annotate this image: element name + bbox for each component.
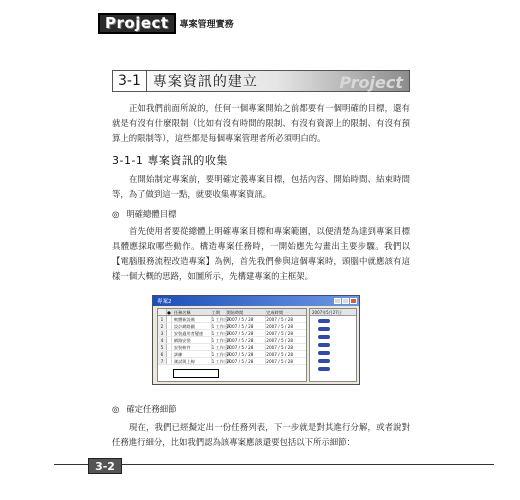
gantt-bar [318, 351, 330, 355]
project-logo: Project [98, 13, 176, 34]
gantt-bar [318, 343, 330, 347]
bullet-overall-goal [112, 208, 177, 220]
bullet-circle-icon: ◎ [112, 404, 120, 414]
table-row: 1 軟體新設備 1 工作日? 2007 / 5 / 28 2007 / 5 / 28 [158, 316, 306, 323]
minimize-icon [334, 298, 341, 304]
screenshot-title: 專案2 [157, 299, 172, 305]
page-number: 3-2 [88, 458, 122, 474]
project-screenshot [152, 295, 360, 385]
table-row: 5 安裝軟件 1 工作日? 2007 / 5 / 28 2007 / 5 / 28 [158, 344, 306, 351]
section-heading [112, 70, 410, 92]
info-icon: ● [167, 310, 171, 315]
paragraph-detail: 現在，我們已經擬定出一份任務列表，下一步就是對其進行分解，或者說對任務進行細分，比如我們認為該專案應該還要包括以下所示細節： [112, 422, 410, 447]
task-table [157, 308, 307, 382]
table-row: 6 訓練 1 工作日? 2007 / 5 / 28 2007 / 5 / 28 [158, 351, 306, 358]
table-row: 3 安裝適用者變速 1 工作日? 2007 / 5 / 28 2007 / 5 / 28 [158, 330, 306, 337]
running-header [98, 12, 234, 34]
table-header: ● 任務名稱 工期 開始時間 完成時間 [158, 309, 306, 316]
gantt-bar [318, 319, 330, 323]
gantt-bar [318, 367, 330, 371]
close-icon [350, 298, 357, 304]
gantt-date-header: 2007年5月27日 [310, 309, 356, 316]
maximize-icon [342, 298, 349, 304]
paragraph-intro: 正如我們前面所說的，任何一個專案開始之前都要有一個明確的目標，還有就是有沒有什麼限制（比如有沒有時間的限制、有沒有資源上的限制、有沒有預算上的限制等），這些都是每個專案管理者所必須明白的。 [112, 103, 410, 143]
section-watermark: Project [339, 73, 403, 92]
section-title: 專案資訊的建立 [152, 74, 258, 90]
subsection-title: 專案資訊的收集 [147, 154, 228, 167]
paragraph-collect: 在開始制定專案前，要明確定義專案目標，包括內容、開始時間、結束時間等，為了做到這一點，就要收集專案資訊。 [112, 174, 410, 199]
subsection-number: 3-1-1 [112, 154, 144, 167]
gantt-bar [318, 359, 330, 363]
gantt-chart [309, 308, 357, 382]
subsection-heading [112, 152, 228, 168]
bullet-label: 明確總體目標 [126, 209, 177, 219]
cell-edit-box [173, 369, 219, 378]
bullet-task-detail [112, 403, 177, 415]
section-number: 3-1 [113, 71, 147, 91]
bullet-circle-icon: ◎ [112, 209, 120, 219]
gantt-bar [318, 335, 330, 339]
gantt-bar [318, 327, 330, 331]
screenshot-titlebar [153, 296, 359, 306]
table-row: 4 網路安裝 1 工作日? 2007 / 5 / 28 2007 / 5 / 28 [158, 337, 306, 344]
bullet-label: 確定任務細節 [126, 404, 177, 414]
book-title: 專案管理實務 [179, 19, 234, 30]
paragraph-goal: 首先使用者要從總體上明確專案目標和專案範圍，以便清楚為達到專案目標具體應採取哪些動作。構造專案任務時，一開始應先勾畫出主要步驟。我們以【電腦服務流程改造專案】為例，首先我們參與這個專案時，頭腦中就應該有這樣一個大概的思路，如圖所示，先構建專案的主框架。 [112, 226, 410, 281]
table-row: 7 測試與上線 1 工作日? 2007 / 5 / 28 2007 / 5 / 28 [158, 358, 306, 365]
table-row: 2 設計網路圖 1 工作日? 2007 / 5 / 28 2007 / 5 / 28 [158, 323, 306, 330]
